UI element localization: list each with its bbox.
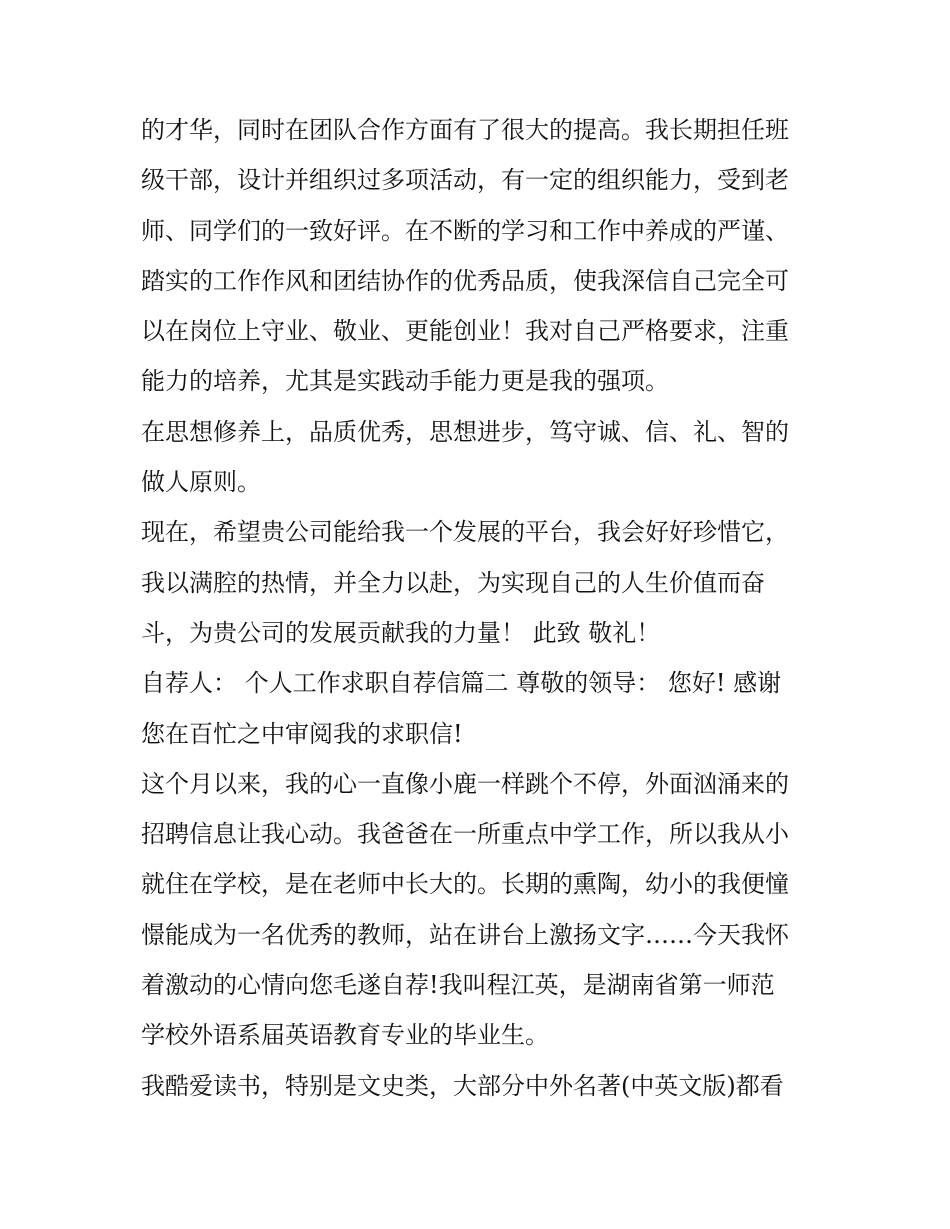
text-line: 师、同学们的一致好评。在不断的学习和工作中养成的严谨、 [141, 216, 789, 245]
document-body [141, 105, 821, 1111]
text-line: 级干部，设计并组织过多项活动，有一定的组织能力，受到老 [141, 166, 789, 195]
text-line: 的才华，同时在团队合作方面有了很大的提高。我长期担任班 [141, 116, 789, 144]
text-line: 做人原则。 [141, 468, 261, 497]
text-line: 着激动的心情向您毛遂自荐!我叫程江英，是湖南省第一师范 [141, 971, 775, 1000]
text-line: 自荐人： 个人工作求职自荐信篇二 尊敬的领导： 您好! 感谢 [141, 669, 782, 698]
text-line: 现在，希望贵公司能给我一个发展的平台，我会好好珍惜它， [141, 518, 789, 547]
text-line: 您在百忙之中审阅我的求职信! [141, 719, 463, 748]
text-line: 斗，为贵公司的发展贡献我的力量！ 此致 敬礼！ [141, 618, 661, 647]
text-line: 我以满腔的热情，并全力以赴，为实现自己的人生价值而奋 [141, 568, 765, 597]
text-line: 能力的培养，尤其是实践动手能力更是我的强项。 [141, 367, 669, 396]
text-line: 学校外语系届英语教育专业的毕业生。 [141, 1021, 549, 1050]
text-line: 这个月以来，我的心一直像小鹿一样跳个不停，外面汹涌来的 [141, 769, 789, 798]
text-line: 招聘信息让我心动。我爸爸在一所重点中学工作，所以我从小 [141, 820, 789, 849]
text-line: 憬能成为一名优秀的教师，站在讲台上激扬文字……今天我怀 [141, 920, 789, 949]
text-line: 我酷爱读书，特别是文史类，大部分中外名著(中英文版)都看 [141, 1071, 784, 1100]
text-line: 以在岗位上守业、敬业、更能创业！我对自己严格要求，注重 [141, 317, 789, 346]
text-line: 在思想修养上，品质优秀，思想进步，笃守诚、信、礼、智的 [141, 417, 789, 446]
text-line: 就住在学校，是在老师中长大的。长期的熏陶，幼小的我便憧 [141, 870, 789, 899]
text-line: 踏实的工作作风和团结协作的优秀品质，使我深信自己完全可 [141, 266, 789, 295]
